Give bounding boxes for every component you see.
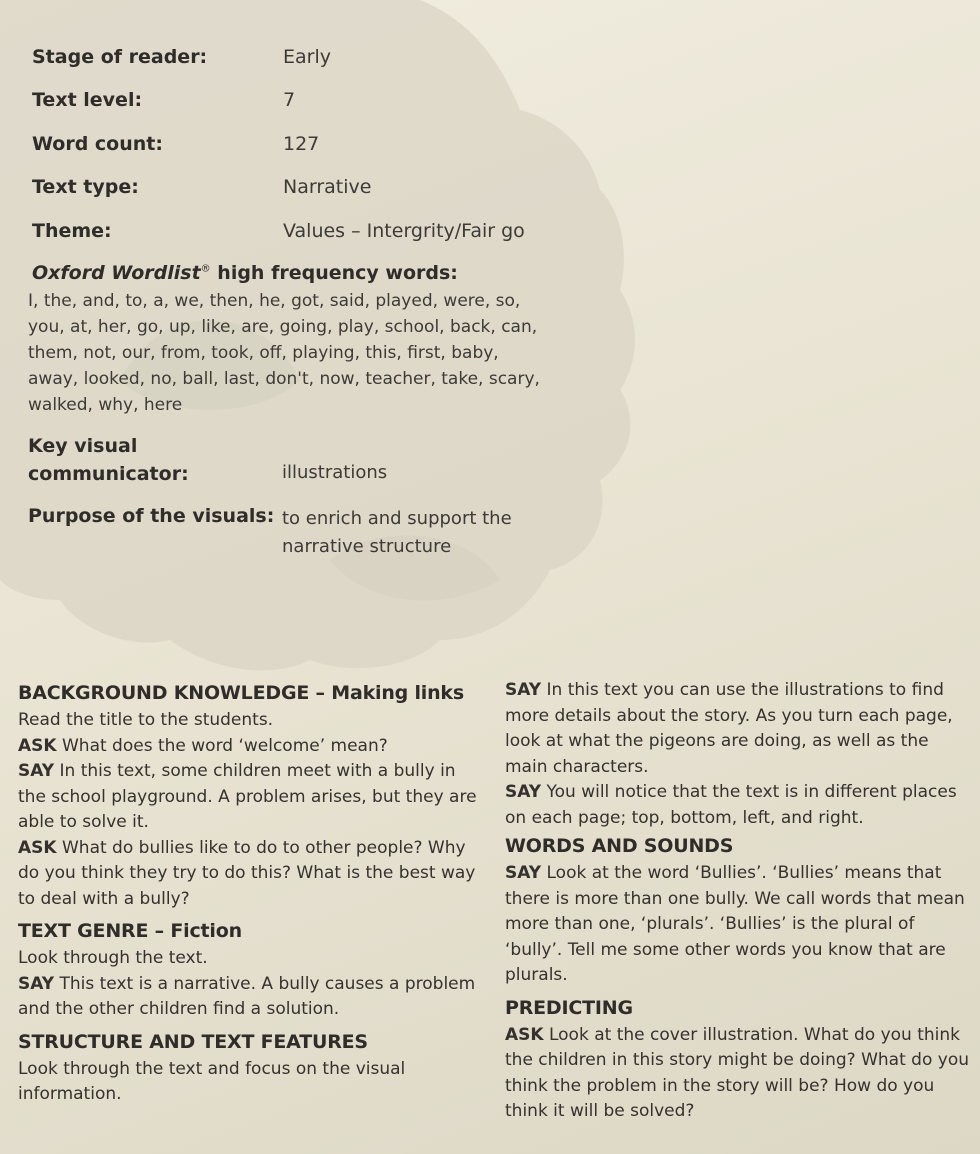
- prompt-text: You will notice that the text is in different places on each page; top, bottom, left, and right.: [505, 782, 957, 828]
- background-text: [18, 836, 488, 913]
- prompt-text: Look at the word ‘Bullies’. ‘Bullies’ means that there is more than one bully. We call words that mean more than one, ‘plurals’. ‘Bullies’ is the plural of ‘bully’. Tell me some other words you know that are plurals.: [505, 863, 965, 985]
- predicting-text: [505, 1023, 975, 1125]
- info-label: Theme:: [32, 220, 112, 242]
- genre-text: Look through the text.: [18, 948, 208, 968]
- info-label: Text level:: [32, 89, 143, 111]
- key-visual-label: [28, 432, 189, 488]
- prompt-keyword: ASK: [505, 1024, 544, 1045]
- info-value: 7: [283, 89, 296, 111]
- prompt-text: In this text you can use the illustrations to find more details about the story. As you turn each page, look at what the pigeons are doing, as well as the main characters.: [505, 680, 953, 777]
- structure-text: [505, 780, 975, 831]
- structure-text: [505, 678, 975, 780]
- wordlist-words: I, the, and, to, a, we, then, he, got, said, played, were, so, you, at, her, go, up, like, are, going, play, school, back, can, them, not, our, from, took, off, playing, this, first, baby, away, looked, no, ball, last, don't, now, teacher, take, scary, walked, why, here: [28, 291, 540, 415]
- genre-text: [18, 972, 488, 1023]
- structure-heading: STRUCTURE AND TEXT FEATURES: [18, 1030, 368, 1053]
- genre-heading: TEXT GENRE – Fiction: [18, 920, 242, 942]
- info-label: Stage of reader:: [32, 46, 208, 68]
- info-value: 127: [283, 133, 320, 155]
- prompt-keyword: ASK: [18, 735, 57, 756]
- info-label: Word count:: [32, 133, 163, 155]
- wordlist-title-rest: high frequency words:: [210, 262, 458, 284]
- info-label: Text type:: [32, 176, 139, 198]
- background-text: Read the title to the students.: [18, 710, 274, 730]
- registered-mark: ®: [200, 263, 211, 275]
- prompt-text: In this text, some children meet with a bully in the school playground. A problem arises, but they are able to solve it.: [18, 761, 477, 832]
- info-value: Narrative: [283, 176, 372, 198]
- predicting-heading: PREDICTING: [505, 996, 633, 1019]
- info-value: Early: [283, 46, 331, 68]
- structure-text: Look through the text and focus on the visual information.: [18, 1058, 406, 1104]
- prompt-keyword: SAY: [505, 680, 542, 700]
- key-visual-label-line1: Key visual: [28, 435, 138, 457]
- purpose-label: Purpose of the visuals:: [28, 505, 275, 527]
- key-visual-value: illustrations: [282, 462, 388, 483]
- prompt-text: This text is a narrative. A bully causes a problem and the other children find a solution.: [18, 973, 476, 1019]
- prompt-text: What does the word ‘welcome’ mean?: [56, 735, 388, 756]
- purpose-value: to enrich and support the narrative structure: [282, 508, 512, 557]
- left-column: [18, 678, 488, 1108]
- prompt-keyword: SAY: [505, 782, 542, 802]
- right-column: [505, 678, 975, 1125]
- wordlist-brand: Oxford Wordlist: [32, 262, 201, 284]
- background-text: [18, 759, 488, 836]
- prompt-keyword: SAY: [18, 973, 55, 994]
- key-visual-label-line2: communicator:: [28, 463, 189, 485]
- wordlist-title: [32, 262, 458, 284]
- prompt-keyword: SAY: [18, 761, 55, 781]
- info-value: Values – Intergrity/Fair go: [283, 220, 525, 242]
- prompt-keyword: ASK: [18, 837, 57, 858]
- prompt-text: Look at the cover illustration. What do you think the children in this story might be doing? What do you think the problem in the story will be? How do you think it will be solved?: [505, 1024, 969, 1121]
- background-text: [18, 734, 488, 760]
- prompt-text: What do bullies like to do to other people? Why do you think they try to do this? What is the best way to deal with a bully?: [18, 837, 476, 909]
- background-heading: BACKGROUND KNOWLEDGE – Making links: [18, 682, 464, 704]
- words-text: [505, 861, 975, 989]
- words-heading: WORDS AND SOUNDS: [505, 835, 734, 857]
- prompt-keyword: SAY: [505, 863, 542, 883]
